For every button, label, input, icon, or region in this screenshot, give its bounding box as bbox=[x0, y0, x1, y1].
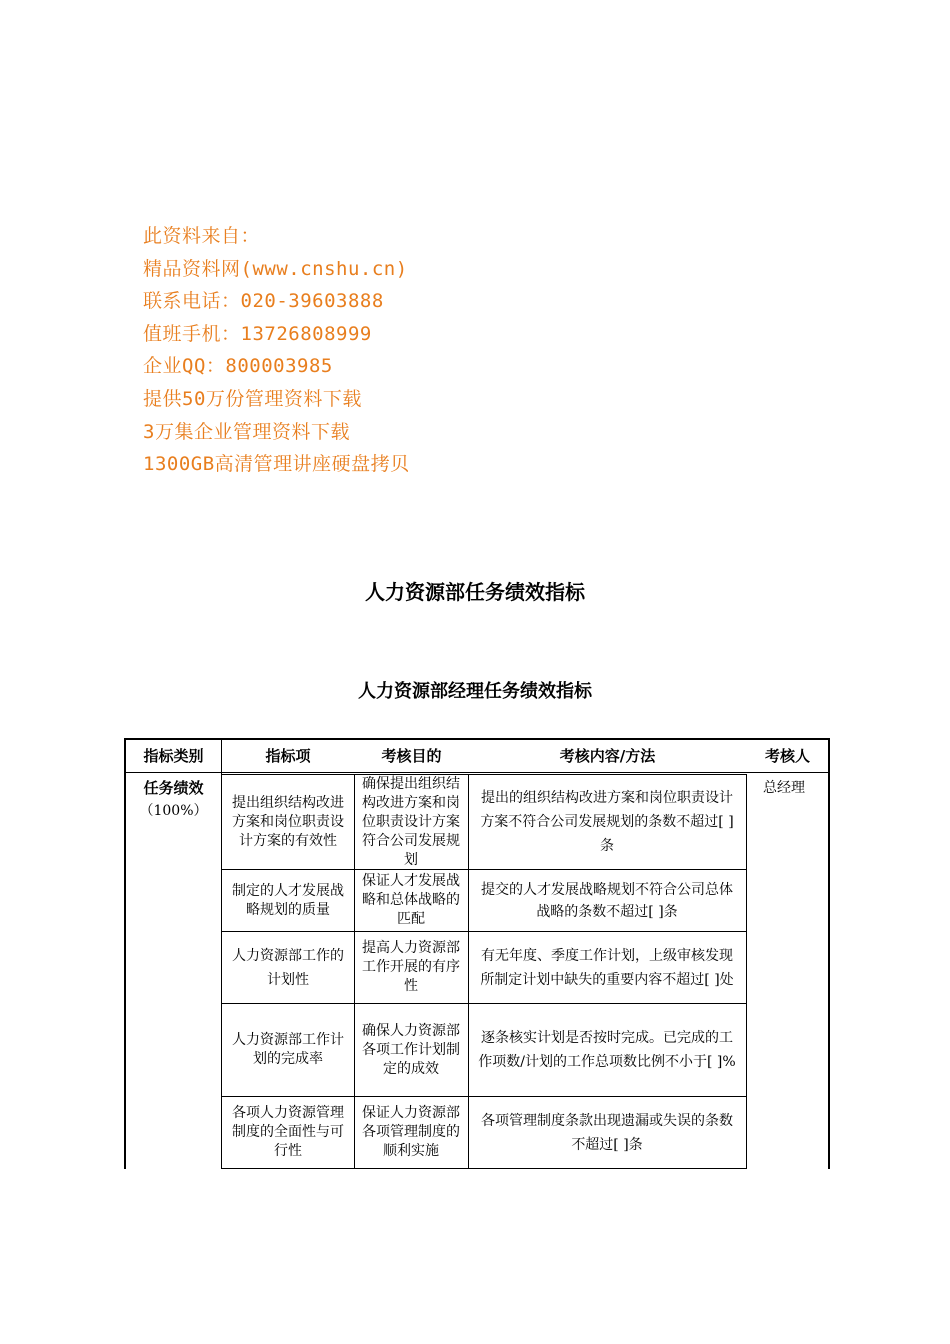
purpose-cell: 确保提出组织结构改进方案和岗位职责设计方案符合公司发展规划 bbox=[362, 775, 460, 868]
item-cell: 提出组织结构改进方案和岗位职责设计方案的有效性 bbox=[232, 794, 344, 849]
header-content: 考核内容/方法 bbox=[559, 746, 656, 765]
content-cell: 提交的人才发展战略规划不符合公司总体战略的条数不超过[ ]条 bbox=[481, 881, 733, 920]
purpose-cell: 保证人才发展战略和总体战略的匹配 bbox=[362, 873, 460, 927]
item-cell: 各项人力资源管理制度的全面性与可行性 bbox=[232, 1105, 344, 1159]
promo-block bbox=[143, 220, 410, 481]
content-cell: 逐条核实计划是否按时完成。已完成的工作项数/计划的工作总项数比例不小于[ ]% bbox=[478, 1030, 736, 1070]
category-weight: （100%） bbox=[139, 803, 208, 819]
promo-line: 此资料来自： bbox=[143, 225, 261, 247]
purpose-cell: 确保人力资源部各项工作计划制定的成效 bbox=[362, 1022, 460, 1077]
content-cell: 提出的组织结构改进方案和岗位职责设计方案不符合公司发展规划的条数不超过[ ]条 bbox=[480, 790, 734, 854]
purpose-cell: 提高人力资源部工作开展的有序性 bbox=[362, 940, 460, 994]
item-cell: 人力资源部工作的计划性 bbox=[232, 947, 344, 988]
promo-line: 提供50万份管理资料下载 bbox=[143, 387, 362, 410]
document-title: 人力资源部任务绩效指标 bbox=[365, 580, 585, 604]
kpi-table bbox=[124, 738, 830, 1169]
promo-line: 3万集企业管理资料下载 bbox=[143, 420, 350, 443]
category-label: 任务绩效 bbox=[143, 779, 204, 797]
table-right-border bbox=[828, 738, 830, 1169]
purpose-cell: 保证人力资源部各项管理制度的顺利实施 bbox=[362, 1105, 460, 1159]
header-item: 指标项 bbox=[265, 746, 311, 765]
item-cell: 制定的人才发展战略规划的质量 bbox=[232, 882, 344, 918]
document-subtitle: 人力资源部经理任务绩效指标 bbox=[358, 681, 592, 702]
col-divider bbox=[746, 774, 747, 1169]
header-category: 指标类别 bbox=[143, 746, 204, 765]
assessor-cell: 总经理 bbox=[763, 780, 805, 796]
content-cell: 有无年度、季度工作计划，上级审核发现所制定计划中缺失的重要内容不超过[ ]处 bbox=[480, 947, 734, 988]
content-cell: 各项管理制度条款出现遗漏或失误的条数不超过[ ]条 bbox=[481, 1112, 733, 1153]
promo-line: 联系电话：020-39603888 bbox=[143, 290, 384, 313]
category-cell bbox=[126, 776, 221, 822]
promo-line: 1300GB高清管理讲座硬盘拷贝 bbox=[143, 453, 410, 476]
promo-line: 企业QQ：800003985 bbox=[143, 355, 333, 378]
col-divider bbox=[221, 738, 222, 1169]
header-purpose: 考核目的 bbox=[381, 746, 442, 765]
header-divider bbox=[124, 772, 830, 773]
header-assessor: 考核人 bbox=[764, 746, 810, 765]
col-divider bbox=[468, 774, 469, 1169]
col-divider bbox=[354, 774, 355, 1169]
promo-line: 精品资料网(www.cnshu.cn) bbox=[143, 257, 408, 280]
item-cell: 人力资源部工作计划的完成率 bbox=[232, 1032, 344, 1067]
promo-line: 值班手机：13726808999 bbox=[143, 322, 372, 345]
row-divider bbox=[221, 1168, 747, 1169]
